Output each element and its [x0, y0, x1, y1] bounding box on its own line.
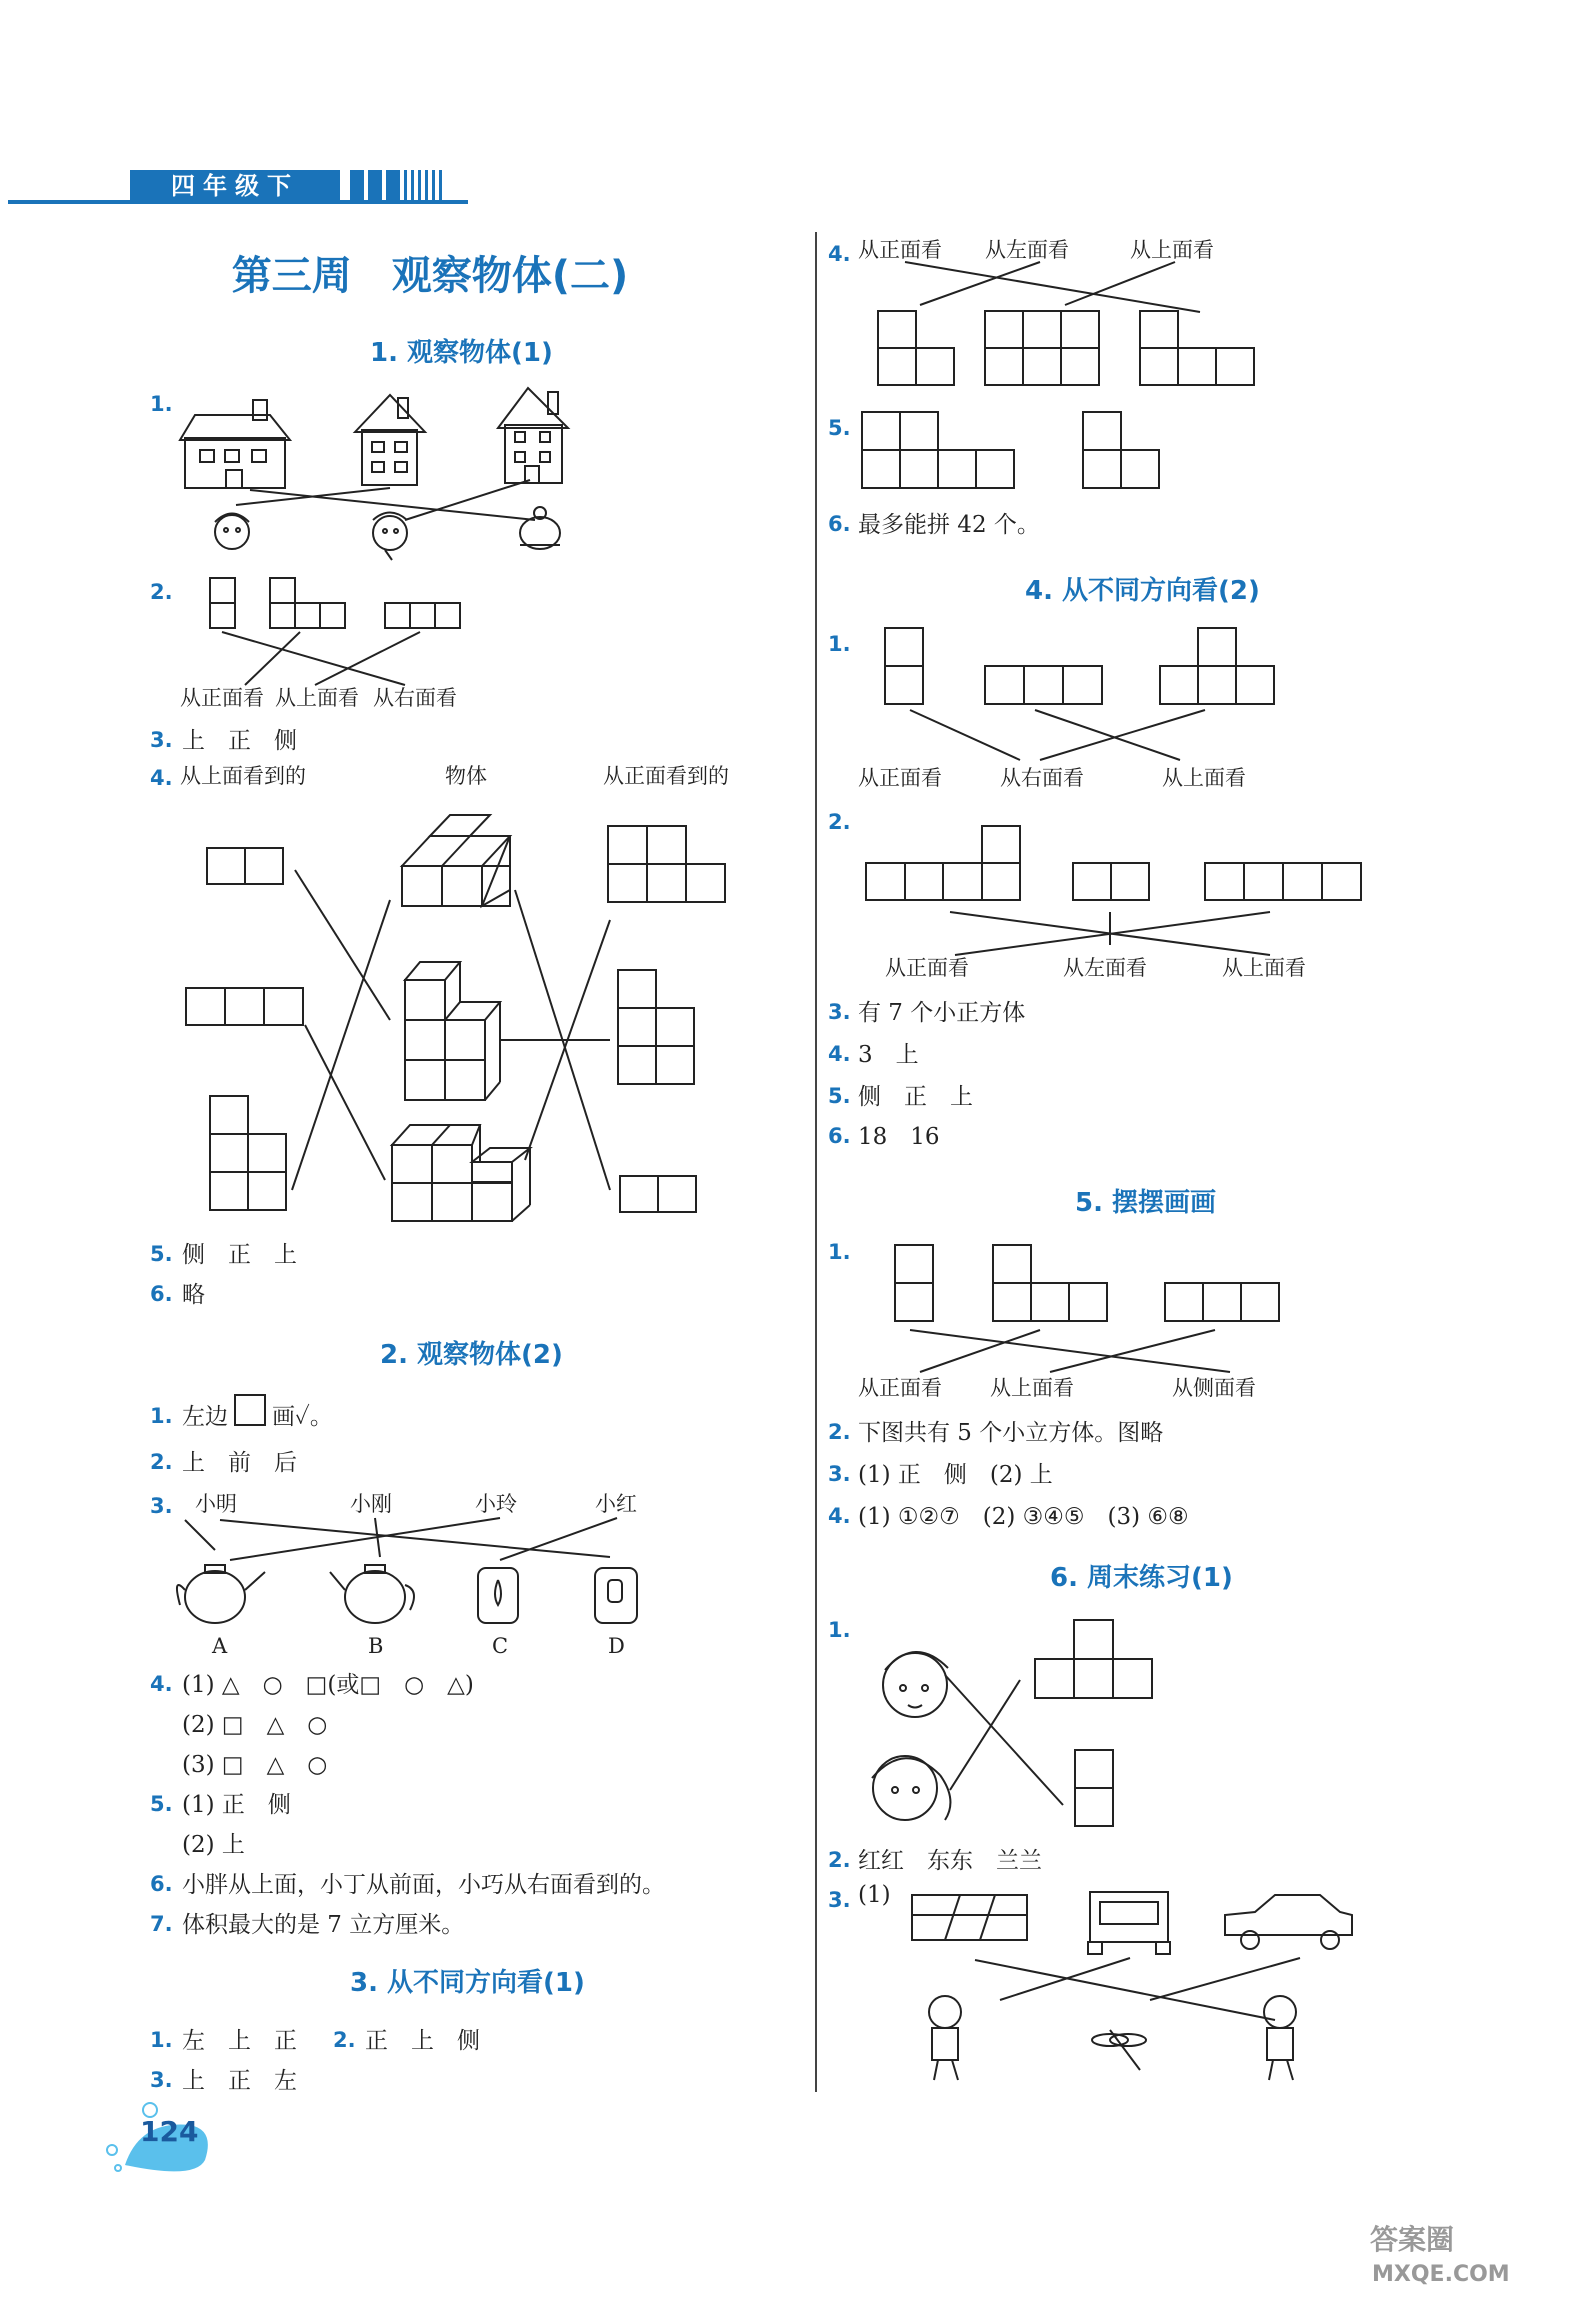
q-number: 6.	[828, 512, 851, 536]
answer-text: 左 上 正	[182, 2028, 297, 2054]
girl-face-b-icon	[872, 1756, 950, 1820]
column-header: 物体	[445, 764, 487, 788]
panda-b-icon	[1264, 1996, 1296, 2080]
q-number: 5.	[828, 1084, 851, 1108]
q-number: 4.	[150, 766, 173, 790]
q-number: 7.	[150, 1912, 173, 1936]
q-number: 2.	[150, 580, 173, 604]
page-number: 124	[140, 2115, 199, 2148]
section-title-2: 2. 观察物体(2)	[380, 1340, 563, 1370]
kettle-c-icon	[478, 1568, 518, 1623]
q-number: 6.	[150, 1872, 173, 1896]
answer-text: 上 前 后	[182, 1450, 297, 1476]
answer-text: (1) ①②⑦ (2) ③④⑤ (3) ⑥⑧	[858, 1504, 1189, 1530]
q-number: 3.	[828, 1462, 851, 1486]
section-title-3: 3. 从不同方向看(1)	[350, 1968, 585, 1998]
answer-text: (3) □ △ ○	[182, 1752, 328, 1778]
answer-text: (1)	[858, 1882, 891, 1908]
q-number: 2.	[828, 810, 851, 834]
truck-front-icon	[1088, 1892, 1170, 1954]
q-number: 3.	[150, 728, 173, 752]
q-number: 1.	[828, 632, 851, 656]
s4q2-view-a	[866, 826, 1020, 900]
column-header: 从正面看到的	[603, 764, 729, 788]
answer-text: 侧 正 上	[182, 1242, 297, 1268]
answer-text: 上 正 侧	[182, 728, 297, 754]
q-number: 6.	[150, 1282, 173, 1306]
q-number: 4.	[150, 1672, 173, 1696]
back-head-icon	[520, 507, 560, 549]
top-view-a	[207, 848, 283, 884]
grade-badge: 四年级下	[130, 170, 340, 202]
answer-text: 红红 东东 兰兰	[858, 1848, 1042, 1874]
truck-side-icon	[912, 1895, 1027, 1940]
answer-text: 体积最大的是 7 立方厘米。	[182, 1912, 465, 1938]
q-number: 5.	[828, 416, 851, 440]
section-title-6: 6. 周末练习(1)	[1050, 1563, 1233, 1593]
section-title-1: 1. 观察物体(1)	[370, 338, 553, 368]
q-number: 3.	[150, 1494, 173, 1518]
s4q2-view-c	[1205, 863, 1361, 900]
q-number: 1.	[150, 392, 173, 416]
teapot-a-icon	[177, 1565, 265, 1623]
watermark-logo: 答案圈	[1370, 2223, 1455, 2256]
car-icon	[1225, 1895, 1352, 1949]
answer-text: 最多能拼 42 个。	[858, 512, 1040, 538]
front-view-a	[608, 826, 725, 902]
answer-box	[235, 1395, 265, 1425]
s5q1-view-c	[1165, 1283, 1279, 1321]
view-label: 从左面看	[985, 238, 1069, 262]
q-number: 5.	[150, 1242, 173, 1266]
q-number: 1.	[828, 1240, 851, 1264]
view-label: 从上面看	[1130, 238, 1214, 262]
view-label: 从左面看	[1063, 956, 1147, 980]
grid-view-3	[385, 603, 460, 628]
front-view-c	[620, 1176, 696, 1212]
answer-text: 正 上 侧	[365, 2028, 480, 2054]
kettle-d-icon	[595, 1568, 637, 1623]
name-label: 小玲	[475, 1492, 517, 1516]
rq4-view-a	[878, 311, 954, 385]
view-label: 从右面看	[1000, 766, 1084, 790]
view-label: 从正面看	[858, 1376, 942, 1400]
object-3	[392, 1125, 530, 1221]
answer-text: 上 正 左	[182, 2068, 297, 2094]
girl-face-icon	[373, 513, 407, 561]
s4q1-view-b	[985, 666, 1102, 704]
week-title: 第三周 观察物体(二)	[231, 253, 629, 299]
s6q1-view-a	[1035, 1620, 1152, 1698]
boy-face-icon	[215, 514, 249, 550]
section-title-5: 5. 摆摆画画	[1075, 1188, 1217, 1218]
rq4-view-b	[985, 311, 1099, 385]
q-number: 2.	[333, 2028, 356, 2052]
grid-view-1	[210, 578, 235, 628]
house-front-icon	[355, 395, 425, 485]
view-label: 从上面看	[990, 1376, 1074, 1400]
panda-a-icon	[929, 1996, 961, 2080]
answer-text: 略	[182, 1282, 205, 1308]
girl-face-a-icon	[883, 1652, 948, 1717]
top-view-c	[210, 1096, 286, 1210]
q-number: 1.	[828, 1618, 851, 1642]
view-label: 从正面看	[885, 956, 969, 980]
answer-text: (1) 正 侧 (2) 上	[858, 1462, 1053, 1488]
answer-text: (2) 上	[182, 1832, 245, 1858]
view-label: 从上面看	[1162, 766, 1246, 790]
s6q1-view-b	[1075, 1750, 1113, 1826]
answer-text: (2) □ △ ○	[182, 1712, 328, 1738]
rq4-view-c	[1140, 311, 1254, 385]
object-1	[402, 815, 510, 906]
answer-text: 18 16	[858, 1124, 940, 1150]
name-label: 小刚	[350, 1492, 392, 1516]
view-label: 从侧面看	[1172, 1376, 1256, 1400]
answer-text: 有 7 个小正方体	[858, 1000, 1026, 1026]
view-label: 从正面看	[858, 238, 942, 262]
s4q2-view-b	[1073, 863, 1149, 900]
s4q1-view-c	[1160, 628, 1274, 704]
top-view-b	[186, 988, 303, 1025]
dragonfly-icon	[1092, 2030, 1146, 2070]
answer-text: 画✓。	[272, 1404, 333, 1430]
name-label: 小红	[595, 1492, 637, 1516]
letter-label: D	[608, 1634, 625, 1658]
q-number: 4.	[828, 242, 851, 266]
answer-text: (1) △ ○ □(或□ ○ △)	[182, 1672, 474, 1698]
q-number: 2.	[828, 1848, 851, 1872]
view-label: 从上面看	[1222, 956, 1306, 980]
q-number: 2.	[828, 1420, 851, 1444]
s4q1-view-a	[885, 628, 923, 704]
view-label: 从正面看	[180, 686, 264, 710]
grid-view-2	[270, 578, 345, 628]
rq5-view-a	[862, 412, 1014, 488]
answer-text: 下图共有 5 个小立方体。图略	[858, 1420, 1164, 1446]
section-title-4: 4. 从不同方向看(2)	[1025, 576, 1260, 606]
q-number: 5.	[150, 1792, 173, 1816]
answer-text: 小胖从上面，小丁从前面，小巧从右面看到的。	[182, 1872, 665, 1898]
letter-label: B	[368, 1634, 384, 1658]
q-number: 3.	[828, 1000, 851, 1024]
name-label: 小明	[195, 1492, 237, 1516]
letter-label: A	[212, 1634, 228, 1658]
answer-text: 3 上	[858, 1042, 919, 1068]
q-number: 6.	[828, 1124, 851, 1148]
house-wide-icon	[180, 400, 290, 488]
front-view-b	[618, 970, 694, 1084]
rq5-view-b	[1083, 412, 1159, 488]
teapot-b-icon	[330, 1565, 414, 1623]
view-label: 从上面看	[275, 686, 359, 710]
s5q1-view-a	[895, 1245, 933, 1321]
q-number: 1.	[150, 2028, 173, 2052]
house-tall-icon	[498, 388, 568, 483]
s5q1-view-b	[993, 1245, 1107, 1321]
answer-text: (1) 正 侧	[182, 1792, 291, 1818]
q-number: 4.	[828, 1042, 851, 1066]
watermark-site: MXQE.COM	[1372, 2262, 1510, 2287]
view-label: 从右面看	[373, 686, 457, 710]
q-number: 3.	[828, 1888, 851, 1912]
q-number: 4.	[828, 1504, 851, 1528]
q-number: 1.	[150, 1404, 173, 1428]
answer-text: 左边	[182, 1404, 228, 1430]
q-number: 3.	[150, 2068, 173, 2092]
view-label: 从正面看	[858, 766, 942, 790]
letter-label: C	[492, 1634, 509, 1658]
object-2	[405, 962, 500, 1100]
answer-text: 侧 正 上	[858, 1084, 973, 1110]
q-number: 2.	[150, 1450, 173, 1474]
column-header: 从上面看到的	[180, 764, 306, 788]
